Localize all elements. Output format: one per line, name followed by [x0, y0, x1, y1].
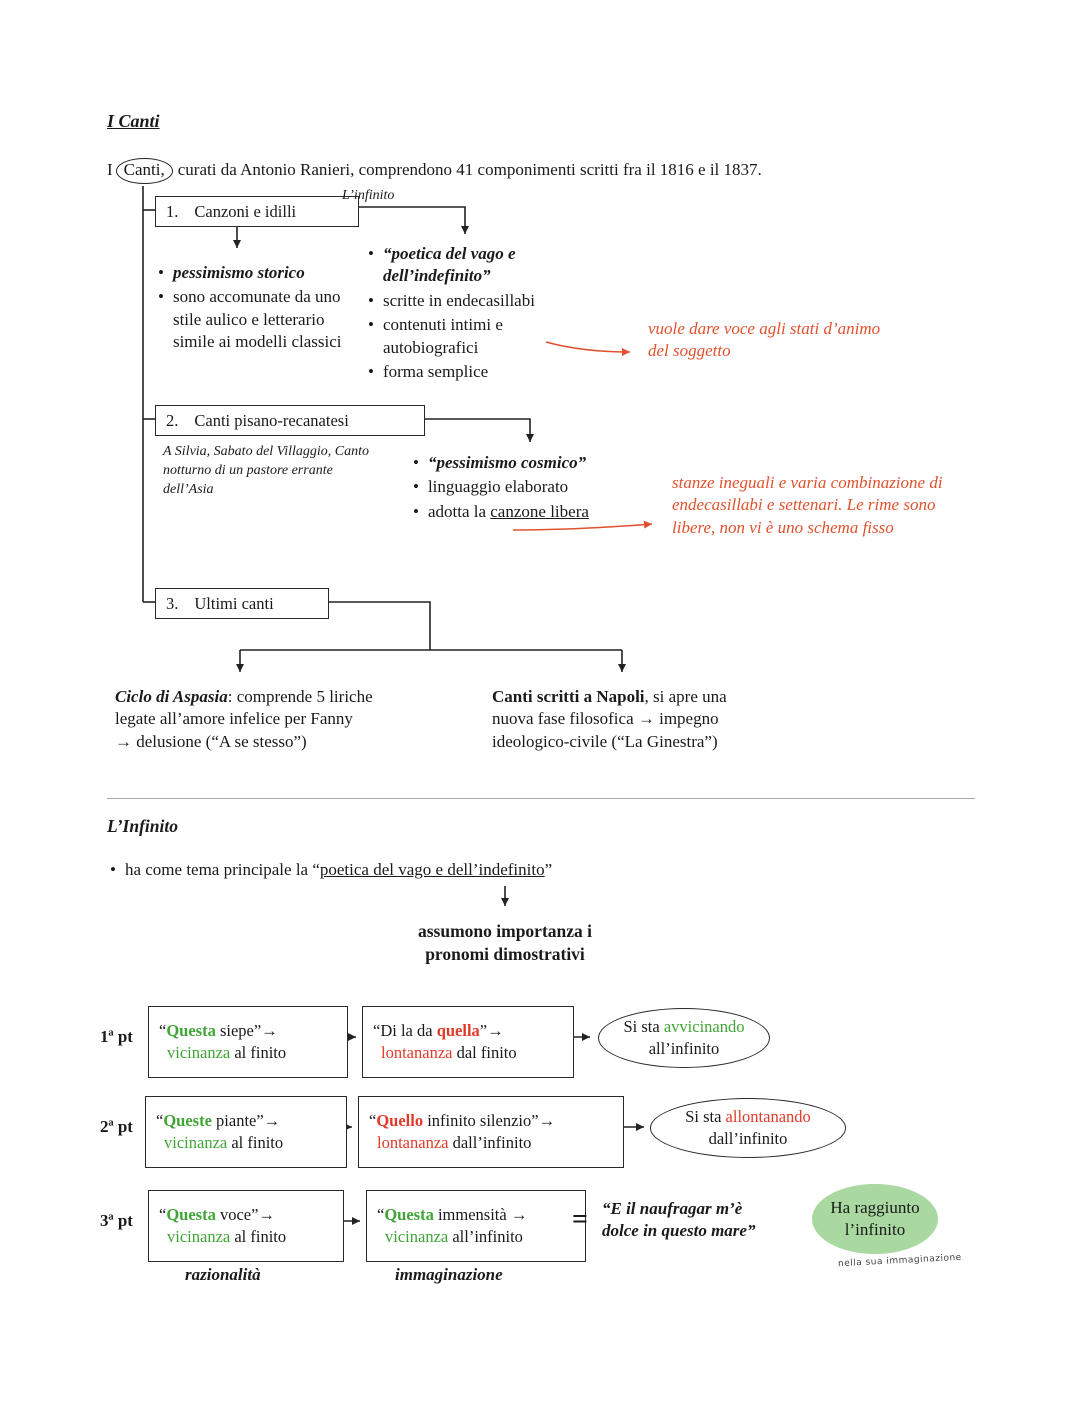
pronomi-heading: assumono importanza i pronomi dimostrativi [417, 921, 593, 965]
intro-paragraph [107, 158, 967, 184]
footer-razionalita: razionalità [185, 1265, 261, 1284]
intro-prefix: I [107, 160, 113, 179]
node-canzoni-e-idilli [155, 196, 359, 227]
section2-title: L’Infinito [107, 816, 178, 836]
node-ultimi-canti [155, 588, 329, 619]
row2-finito-box: “Queste piante”→ vicinanza al finito [145, 1096, 347, 1168]
aspasia-title: Ciclo di Aspasia [115, 687, 228, 706]
node1-tag-infinito: L’infinito [342, 188, 395, 203]
node-canti-pisano-recanatesi [155, 405, 425, 436]
napoli-title: Canti scritti a Napoli [492, 687, 645, 706]
underline-poetica: poetica del vago e dell’indefinito [319, 860, 545, 879]
napoli-text: , si apre una nuova fase filosofica → impegno ideologico-civile (“La Ginestra”) [492, 687, 727, 751]
list-item: • adotta la canzone libera [413, 501, 658, 523]
node2-examples: A Silvia, Sabato del Villaggio, Canto notturno di un pastore errante dell’Asia [163, 444, 369, 497]
row3-label: 3ª pt [100, 1211, 133, 1230]
handwritten-note: nella sua immaginazione [837, 1252, 962, 1270]
list-item: • contenuti intimi e autobiografici [368, 314, 580, 359]
row3-infinito-box: “Questa immensità → vicinanza all’infinito [366, 1190, 586, 1262]
row1-infinito-box: “Di la da quella”→ lontananza dal finito [362, 1006, 574, 1078]
row2-infinito-box: “Quello infinito silenzio”→ lontananza dall’infinito [358, 1096, 624, 1168]
list-item: • sono accomunate da uno stile aulico e letterario simile ai modelli classici [158, 286, 363, 353]
napoli-block [492, 686, 770, 753]
list-canzoni-features [158, 262, 363, 356]
node2-label: Canti pisano-recanatesi [194, 410, 349, 430]
list-item: • pessimismo storico [158, 262, 363, 284]
intro-rest: curati da Antonio Ranieri, comprendono 41 componimenti scritti fra il 1816 e il 1837. [177, 160, 762, 179]
list-item: • linguaggio elaborato [413, 476, 658, 498]
footer-immaginazione: immaginazione [395, 1265, 503, 1284]
aspasia-text: : comprende 5 liriche legate all’amore infelice per Fanny → delusione (“A se stesso”) [115, 687, 373, 751]
row1-finito-box: “Questa siepe”→ vicinanza al finito [148, 1006, 348, 1078]
note-vago: vuole dare voce agli stati d’animo del soggetto [648, 319, 881, 361]
equals-sign: = [572, 1204, 588, 1235]
node1-label: Canzoni e idilli [194, 201, 297, 221]
note-canzone-libera: stanze ineguali e varia combinazione di endecasillabi e settenari. Le rime sono libere, non vi è uno schema fisso [672, 473, 943, 537]
row1-label: 1ª pt [100, 1027, 133, 1046]
node3-label: Ultimi canti [194, 593, 274, 613]
node1-number: 1. [166, 201, 179, 221]
list-item: • forma semplice [368, 361, 580, 383]
row3-finito-box: “Questa voce”→ vicinanza al finito [148, 1190, 344, 1262]
row2-result-ellipse: Si sta allontanando dall’infinito [650, 1098, 846, 1158]
node2-number: 2. [166, 410, 179, 430]
node3-number: 3. [166, 593, 179, 613]
row1-result-ellipse: Si sta avvicinando all’infinito [598, 1008, 770, 1068]
list-cosmico-features [413, 452, 658, 525]
raggiunto-infinito-bubble: Ha raggiunto l’infinito [812, 1184, 938, 1254]
naufragar-quote: “E il naufragar m’è dolce in questo mare” [602, 1199, 756, 1241]
infinito-theme-bullet [110, 859, 810, 883]
list-vago-features [368, 243, 580, 386]
aspasia-block [115, 686, 373, 753]
list-item: • ha come tema principale la “poetica del vago e dell’indefinito” [110, 859, 810, 881]
list-item: • “pessimismo cosmico” [413, 452, 658, 474]
underline-canzone-libera: canzone libera [490, 501, 589, 521]
list-item: • “poetica del vago e dell’indefinito” [368, 243, 580, 288]
circled-canti: Canti, [116, 158, 173, 184]
page-title: I Canti [107, 111, 160, 131]
list-item: • scritte in endecasillabi [368, 290, 580, 312]
row2-label: 2ª pt [100, 1117, 133, 1136]
